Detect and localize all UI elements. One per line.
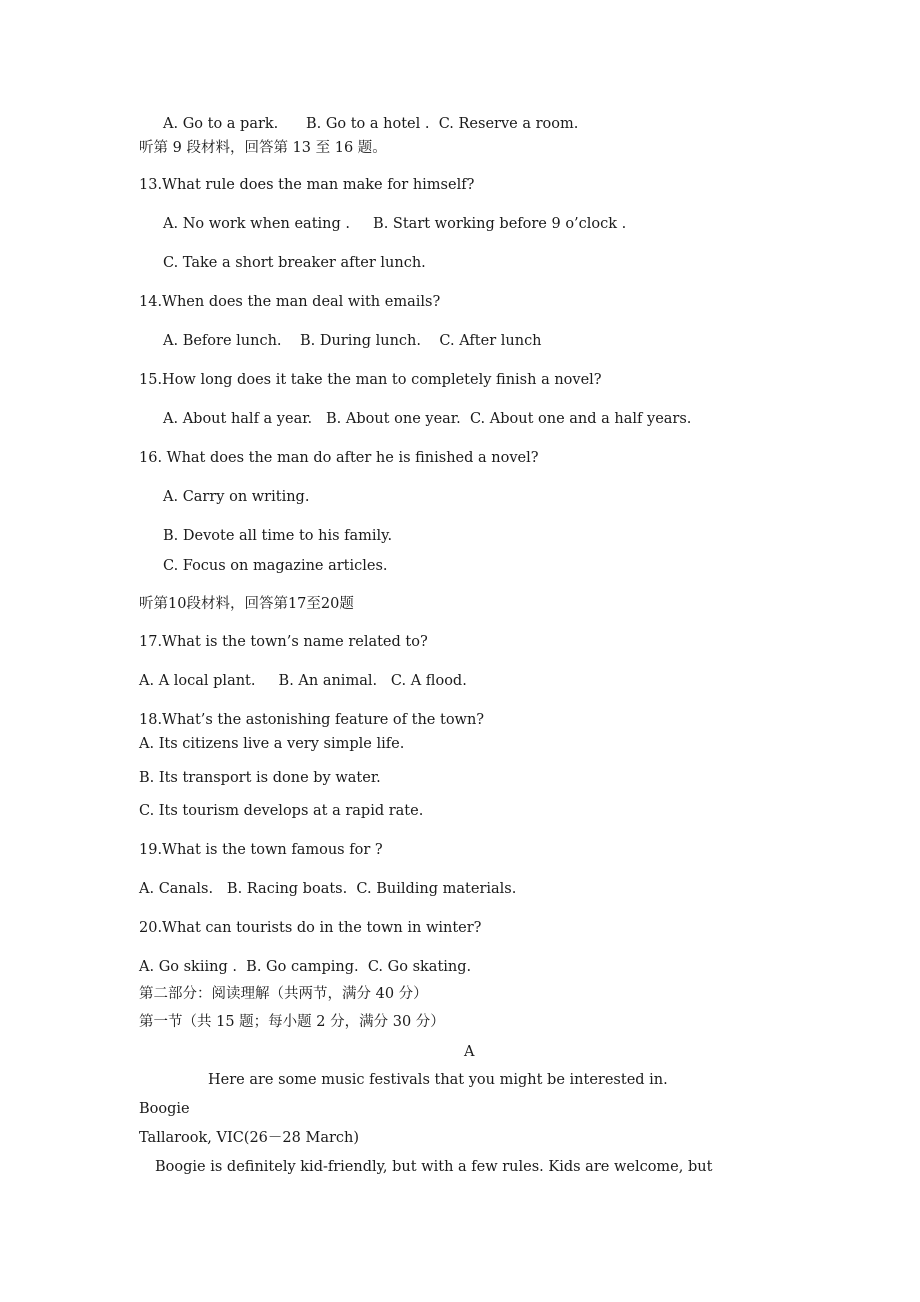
question-18: 18.What’s the astonishing feature of the town?	[139, 712, 485, 728]
festival-location-date: Tallarook, VIC(26－28 March)	[139, 1130, 360, 1146]
question-17: 17.What is the town’s name related to?	[139, 634, 428, 650]
question-19: 19.What is the town famous for ?	[139, 842, 383, 858]
festival-name: Boogie	[139, 1101, 190, 1117]
q13-option-c: C. Take a short breaker after lunch.	[163, 255, 426, 271]
q16-option-b: B. Devote all time to his family.	[163, 528, 393, 544]
q17-options: A. A local plant. B. An animal. C. A flood.	[139, 673, 467, 689]
passage-label: A	[464, 1044, 475, 1060]
section-instruction-9: 听第 9 段材料，回答第 13 至 16 题。	[139, 140, 387, 156]
question-15: 15.How long does it take the man to completely finish a novel?	[139, 372, 602, 388]
q15-options: A. About half a year. B. About one year. C. About one and a half years.	[163, 411, 692, 427]
q18-option-c: C. Its tourism develops at a rapid rate.	[139, 803, 424, 819]
q16-option-a: A. Carry on writing.	[163, 489, 310, 505]
q20-options: A. Go skiing . B. Go camping. C. Go skating.	[139, 959, 472, 975]
question-20: 20.What can tourists do in the town in winter?	[139, 920, 482, 936]
question-13: 13.What rule does the man make for himself?	[139, 177, 475, 193]
question-16: 16. What does the man do after he is finished a novel?	[139, 450, 539, 466]
passage-intro: Here are some music festivals that you might be interested in.	[208, 1072, 668, 1088]
q13-options-ab: A. No work when eating . B. Start working before 9 o’clock .	[163, 216, 627, 232]
q18-option-b: B. Its transport is done by water.	[139, 770, 381, 786]
part-two-heading: 第二部分：阅读理解（共两节，满分 40 分）	[139, 986, 428, 1002]
q14-options: A. Before lunch. B. During lunch. C. After lunch	[163, 333, 542, 349]
q12-options: A. Go to a park. B. Go to a hotel . C. Reserve a room.	[163, 116, 579, 132]
q18-option-a: A. Its citizens live a very simple life.	[139, 736, 405, 752]
q16-option-c: C. Focus on magazine articles.	[163, 558, 388, 574]
section-instruction-10: 听第10段材料，回答第17至20题	[139, 596, 354, 612]
question-14: 14.When does the man deal with emails?	[139, 294, 441, 310]
q19-options: A. Canals. B. Racing boats. C. Building materials.	[139, 881, 517, 897]
section-one-heading: 第一节（共 15 题；每小题 2 分，满分 30 分）	[139, 1014, 445, 1030]
festival-description: Boogie is definitely kid-friendly, but with a few rules. Kids are welcome, but	[155, 1159, 713, 1175]
